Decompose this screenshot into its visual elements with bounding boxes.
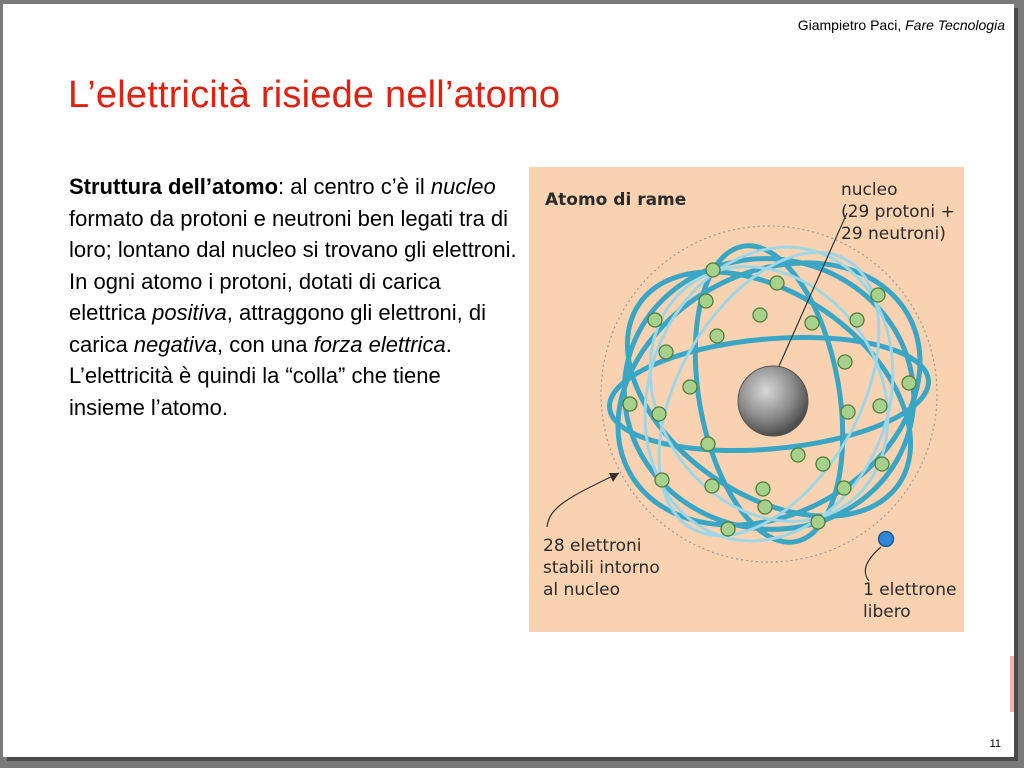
electrons-label-line2: stabili intorno xyxy=(543,558,660,578)
electrons-label-line1: 28 elettroni xyxy=(543,536,642,556)
electron xyxy=(655,473,669,487)
author-credit xyxy=(798,17,1005,33)
electron xyxy=(873,399,887,413)
slide-body-text xyxy=(69,171,519,423)
electron xyxy=(623,397,637,411)
electron xyxy=(816,457,830,471)
figure-title: Atomo di rame xyxy=(545,190,687,210)
electron xyxy=(648,313,662,327)
term-positiva: positiva xyxy=(152,300,227,325)
copper-atom-diagram xyxy=(529,167,964,632)
electron xyxy=(841,405,855,419)
free-electron-label-line2: libero xyxy=(863,602,911,622)
electron xyxy=(791,448,805,462)
term-nucleo: nucleo xyxy=(430,174,496,199)
electron xyxy=(659,345,673,359)
electron xyxy=(902,376,916,390)
nucleus-label-line1: nucleo xyxy=(841,180,898,200)
electron xyxy=(683,380,697,394)
electron xyxy=(875,457,889,471)
free-electron xyxy=(879,532,894,547)
term-atom-structure: Struttura dell’atomo xyxy=(69,174,279,199)
text-segment: . L’elettricità è quindi la “colla” che tiene insieme l’atomo. xyxy=(69,331,452,420)
electron xyxy=(753,308,767,322)
term-negativa: negativa xyxy=(133,331,217,357)
term-forza-elettrica: forza elettrica xyxy=(313,331,446,357)
free-electron-label-line1: 1 elettrone xyxy=(863,580,957,600)
text-segment: formato da protoni e neutroni ben legati tra di loro; lontano dal nucleo si trovano gli elettroni. xyxy=(69,205,517,262)
paragraph-structure xyxy=(69,171,519,266)
slide xyxy=(3,4,1014,757)
electron xyxy=(705,479,719,493)
electrons-leader xyxy=(547,473,619,527)
electron xyxy=(758,500,772,514)
paragraph-charges xyxy=(69,266,519,424)
electron xyxy=(652,407,666,421)
electron xyxy=(756,482,770,496)
nucleus-label-line2: (29 protoni + xyxy=(841,202,955,222)
electron xyxy=(871,288,885,302)
electron xyxy=(850,313,864,327)
text-segment: , con una xyxy=(216,331,314,357)
electron xyxy=(710,329,724,343)
electron xyxy=(701,437,715,451)
electron xyxy=(811,515,825,529)
electron xyxy=(770,276,784,290)
author-name: Giampietro Paci, xyxy=(797,17,902,33)
text-segment: , attraggono gli elettroni, di carica xyxy=(69,300,487,357)
course-name: Fare Tecnologia xyxy=(905,17,1005,33)
electrons-label-line3: al nucleo xyxy=(543,580,621,600)
free-electron-leader xyxy=(865,547,881,581)
text-segment: : al centro c’è il xyxy=(278,174,431,199)
side-marker xyxy=(1010,656,1014,712)
page-number: 11 xyxy=(989,738,1001,750)
electron xyxy=(805,316,819,330)
electron xyxy=(721,522,735,536)
electron xyxy=(838,355,852,369)
text-segment: In ogni atomo i protoni, dotati di carica elettrica xyxy=(69,268,441,325)
electron xyxy=(837,481,851,495)
nucleus-label-line3: 29 neutroni) xyxy=(841,224,946,244)
copper-atom-figure xyxy=(529,167,964,632)
slide-title: L’elettricità risiede nell’atomo xyxy=(68,74,561,116)
electron xyxy=(699,294,713,308)
nucleus xyxy=(738,366,808,436)
electron xyxy=(706,263,720,277)
